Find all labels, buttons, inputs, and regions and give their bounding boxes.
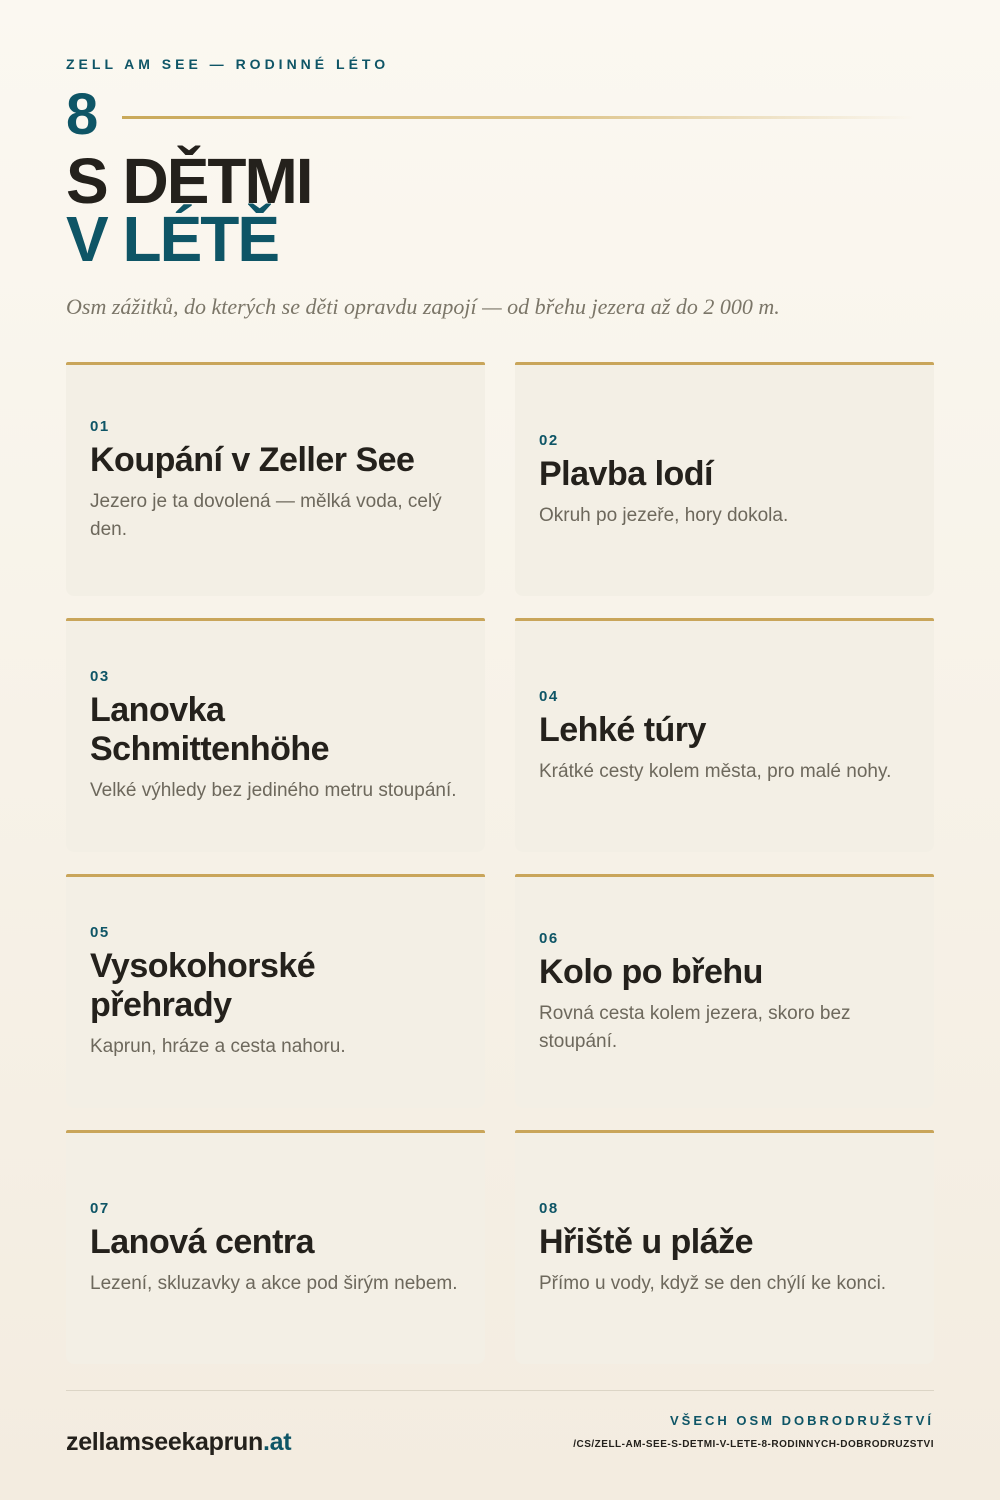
card-title: Kolo po břehu xyxy=(539,952,763,991)
title-line-1: S DĚTMI xyxy=(66,145,312,217)
activity-card-08 xyxy=(515,1130,934,1364)
page-title xyxy=(66,145,312,275)
article-url[interactable]: /CS/ZELL-AM-SEE-S-DETMI-V-LETE-8-RODINNYCH-DOBRODRUZSTVI xyxy=(573,1439,934,1450)
activity-card-07 xyxy=(66,1130,485,1364)
card-number: 06 xyxy=(539,929,559,947)
card-description: Rovná cesta kolem jezera, skoro bez stoupání. xyxy=(539,1002,851,1052)
card-title: Plavba lodí xyxy=(539,454,713,493)
activity-grid xyxy=(66,362,934,1364)
card-description: Přímo u vody, když se den chýlí ke konci. xyxy=(539,1272,887,1294)
card-title: Lanová centra xyxy=(90,1222,315,1261)
card-description: Krátké cesty kolem města, pro malé nohy. xyxy=(539,760,892,782)
activity-card-03 xyxy=(66,618,485,852)
card-number: 02 xyxy=(539,431,559,449)
card-description: Okruh po jezeře, hory dokola. xyxy=(539,504,789,526)
card-number: 04 xyxy=(539,687,559,705)
gold-divider xyxy=(122,116,914,119)
card-title: Koupání v Zeller See xyxy=(90,440,415,479)
activity-card-05 xyxy=(66,874,485,1108)
card-number: 08 xyxy=(539,1199,559,1217)
activity-card-01 xyxy=(66,362,485,596)
activity-card-06 xyxy=(515,874,934,1108)
eyebrow-label: ZELL AM SEE — RODINNÉ LÉTO xyxy=(66,56,390,72)
card-title: Lanovka Schmittenhöhe xyxy=(90,691,330,768)
brand-domain: zellamseekaprun xyxy=(66,1428,263,1456)
card-description: Kaprun, hráze a cesta nahoru. xyxy=(90,1036,346,1057)
card-title: Vysokohorské přehrady xyxy=(90,947,316,1024)
activity-card-04 xyxy=(515,618,934,852)
card-number: 05 xyxy=(90,924,110,941)
card-number: 07 xyxy=(90,1199,110,1217)
headline-number: 8 xyxy=(66,82,99,147)
brand-logo[interactable] xyxy=(66,1428,291,1457)
activity-card-02 xyxy=(515,362,934,596)
card-description: Jezero je ta dovolená — mělká voda, celý den. xyxy=(90,490,442,540)
footer-divider xyxy=(66,1390,934,1391)
card-number: 01 xyxy=(90,417,110,435)
card-description: Lezení, skluzavky a akce pod širým nebem. xyxy=(90,1272,458,1294)
card-title: Hřiště u pláže xyxy=(539,1222,754,1261)
card-title: Lehké túry xyxy=(539,710,706,749)
card-number: 03 xyxy=(90,668,110,685)
card-description: Velké výhledy bez jediného metru stoupání. xyxy=(90,780,457,801)
brand-tld: .at xyxy=(263,1428,292,1456)
page-subtitle: Osm zážitků, do kterých se děti opravdu zapojí — od břehu jezera až do 2 000 m. xyxy=(66,294,780,319)
title-line-2: V LÉTĚ xyxy=(66,203,279,275)
all-adventures-link[interactable]: VŠECH OSM DOBRODRUŽSTVÍ xyxy=(669,1413,934,1428)
